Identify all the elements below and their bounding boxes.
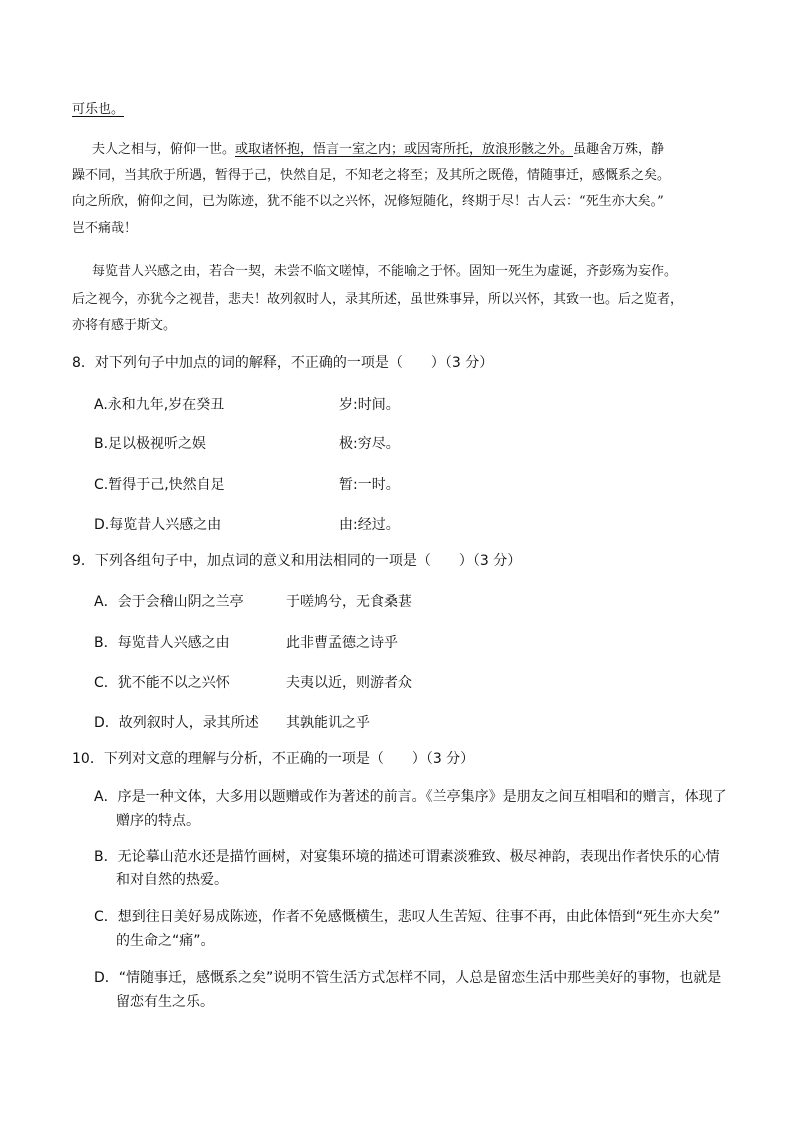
q9-option-b-compare: 此非曹孟德之诗乎 bbox=[286, 635, 398, 651]
q9-option-d-compare: 其孰能讥之乎 bbox=[286, 715, 370, 731]
option-sentence: 故列叙时人，录其所述 bbox=[118, 715, 259, 731]
q8-option-b-gloss: 极:穷尽。 bbox=[339, 436, 400, 452]
q10-option-c-line1 bbox=[94, 908, 720, 926]
q8-option-a: A.永和九年,岁在癸丑 bbox=[94, 397, 225, 413]
q9-option-a-compare: 于嗟鸠兮，无食桑葚 bbox=[286, 594, 412, 610]
option-letter: B． bbox=[94, 635, 118, 651]
question-10-stem: 10．下列对文意的理解与分析，不正确的一项是（ ）（3 分） bbox=[72, 751, 475, 767]
q10-option-d-line2: 留恋有生之乐。 bbox=[116, 994, 214, 1010]
q8-option-d: D.每览昔人兴感之由 bbox=[94, 517, 222, 533]
q8-option-c-gloss: 暂:一时。 bbox=[339, 477, 400, 493]
q8-option-d-gloss: 由:经过。 bbox=[339, 517, 400, 533]
passage-p1-line-4 bbox=[72, 221, 137, 237]
q9-option-b bbox=[94, 634, 230, 652]
q9-option-c bbox=[94, 674, 230, 692]
passage-p1-line-1 bbox=[92, 142, 664, 158]
q8-option-c: C.暂得于己,快然自足 bbox=[94, 477, 225, 493]
text-segment: 向之所欣，俯仰之间，已为陈迹，犹不能不以之兴怀，况修短随化，终期于尽！古人云：“死生亦大矣。” bbox=[72, 194, 664, 209]
text-segment: 躁不同，当其欣于所遇，暂得于己，快然自足，不知老之将至；及其所之既倦，情随事迁，感慨系之矣。 bbox=[72, 168, 671, 183]
q10-option-a-line1 bbox=[94, 788, 727, 806]
q9-option-a bbox=[94, 593, 244, 611]
option-text: 序是一种文体，大多用以题赠或作为著述的前言。《兰亭集序》是朋友之间互相唱和的赠言，体现了 bbox=[117, 789, 727, 805]
q10-option-b-line1 bbox=[94, 848, 720, 866]
passage-p1-line-2 bbox=[72, 168, 670, 184]
option-letter: B． bbox=[94, 849, 118, 865]
passage-p2-line-2: 后之视今，亦犹今之视昔，悲夫！故列叙时人，录其所述，虽世殊事异，所以兴怀，其致一也。后之览者， bbox=[72, 292, 684, 307]
passage-p1-line-3 bbox=[72, 194, 664, 210]
q10-option-a-line2: 赠序的特点。 bbox=[116, 813, 200, 829]
question-9-stem: 9．下列各组句子中，加点词的意义和用法相同的一项是（ ）（3 分） bbox=[72, 553, 522, 569]
q9-option-c-compare: 夫夷以近，则游者众 bbox=[286, 675, 412, 691]
option-sentence: 犹不能不以之兴怀 bbox=[117, 675, 230, 691]
option-sentence: 会于会稽山阴之兰亭 bbox=[117, 594, 244, 610]
passage-p2-line-3: 亦将有感于斯文。 bbox=[72, 318, 177, 333]
q10-option-c-line2: 的生命之“痛”。 bbox=[116, 933, 215, 949]
text-segment: 虽趣舍万殊，静 bbox=[573, 142, 665, 157]
question-8-stem: 8．对下列句子中加点的词的解释，不正确的一项是（ ）（3 分） bbox=[72, 355, 494, 371]
q8-option-b: B.足以极视听之娱 bbox=[94, 436, 207, 452]
option-text: “情随事迁，感慨系之矣”说明不管生活方式怎样不同，人总是留恋生活中那些美好的事物，也就是 bbox=[118, 970, 722, 986]
passage-line-0: 可乐也。 bbox=[72, 102, 125, 117]
option-letter: C． bbox=[94, 675, 118, 691]
option-letter: D． bbox=[94, 715, 119, 731]
text-segment: 夫人之相与，俯仰一世。 bbox=[92, 142, 236, 157]
q10-option-d-line1 bbox=[94, 969, 721, 987]
q9-option-d bbox=[94, 714, 259, 732]
option-letter: C． bbox=[94, 909, 118, 925]
option-letter: D． bbox=[94, 970, 119, 986]
option-sentence: 每览昔人兴感之由 bbox=[117, 635, 230, 651]
option-text: 无论摹山范水还是描竹画树，对宴集环境的描述可谓素淡雅致、极尽神韵，表现出作者快乐的心情 bbox=[117, 849, 720, 865]
option-letter: A． bbox=[94, 789, 118, 805]
text-segment: 岂不痛哉！ bbox=[72, 221, 138, 236]
option-letter: A． bbox=[94, 594, 118, 610]
passage-p2-line-1: 每览昔人兴感之由，若合一契，未尝不临文嗟悼，不能喻之于怀。固知一死生为虚诞，齐彭殇为妄作。 bbox=[92, 264, 678, 279]
option-text: 想到往日美好易成陈迹，作者不免感慨横生，悲叹人生苦短、往事不再，由此体悟到“死生亦大矣” bbox=[117, 909, 721, 925]
q10-option-b-line2: 和对自然的热爱。 bbox=[116, 872, 228, 888]
q8-option-a-gloss: 岁:时间。 bbox=[339, 397, 400, 413]
underlined-segment: 或取诸怀抱，悟言一室之内；或因寄所托，放浪形骸之外。 bbox=[235, 142, 574, 157]
